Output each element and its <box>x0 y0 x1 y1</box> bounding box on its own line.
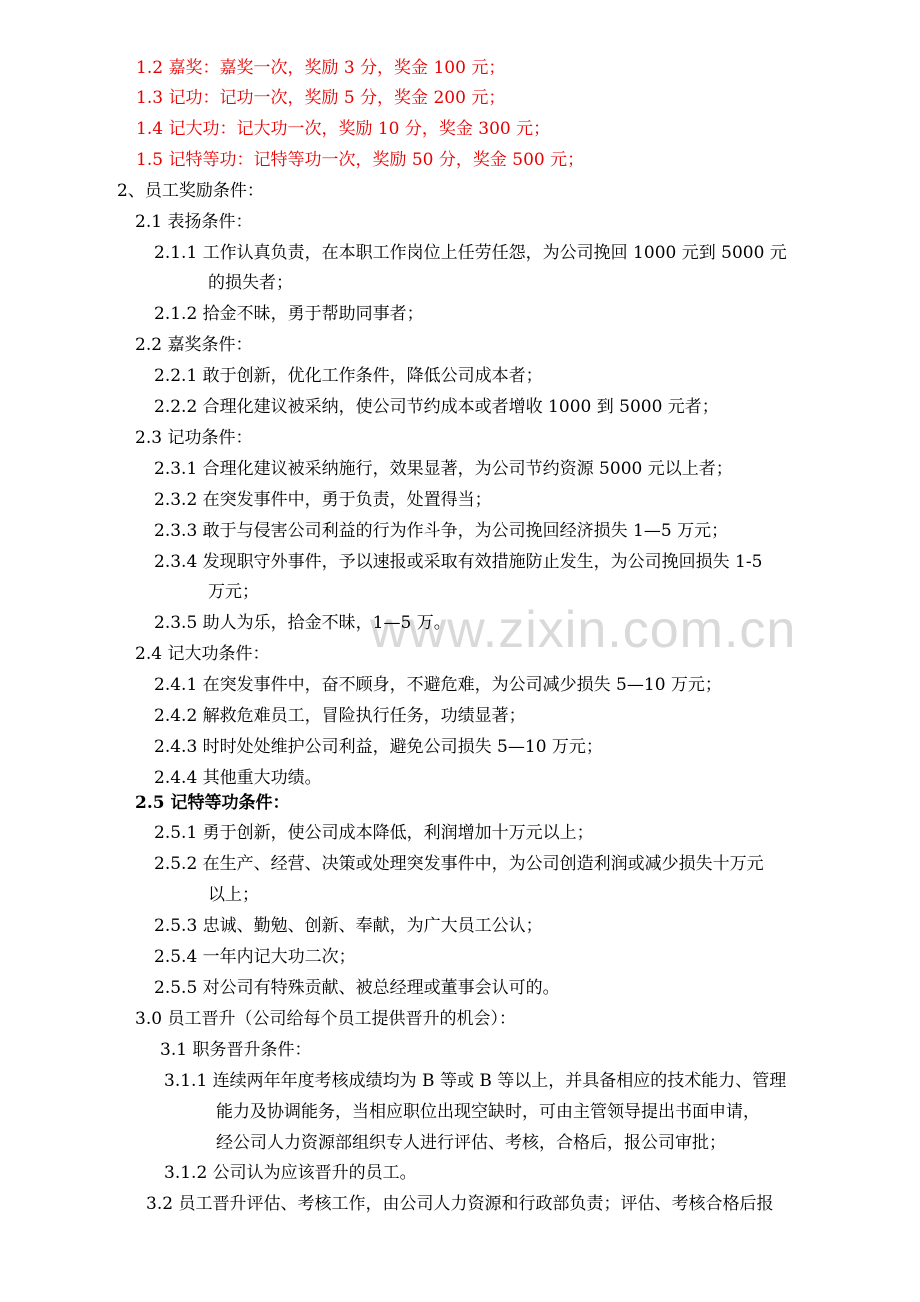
section-2-heading: 2、员工奖励条件： <box>117 181 264 201</box>
item-2-1-1-continued: 的损失者； <box>208 273 293 293</box>
subsection-2-5-heading: 2.5 记特等功条件： <box>135 793 290 813</box>
item-2-5-3: 2.5.3 忠诚、勤勉、创新、奉献，为广大员工公认； <box>154 916 543 936</box>
item-2-5-2: 2.5.2 在生产、经营、决策或处理突发事件中，为公司创造利润或减少损失十万元 <box>154 854 764 874</box>
item-2-5-1: 2.5.1 勇于创新，使公司成本降低，利润增加十万元以上； <box>154 823 594 843</box>
item-2-4-1: 2.4.1 在突发事件中，奋不顾身，不避危难，为公司减少损失 5—10 万元； <box>154 675 722 695</box>
item-2-2-2: 2.2.2 合理化建议被采纳，使公司节约成本或者增收 1000 到 5000 元者； <box>154 397 719 417</box>
watermark-text: www.zixin.com.cn <box>370 601 797 659</box>
item-2-3-5: 2.3.5 助人为乐，拾金不昧，1—5 万。 <box>154 613 451 633</box>
item-3-1-2: 3.1.2 公司认为应该晋升的员工。 <box>164 1163 417 1183</box>
subsection-2-2-heading: 2.2 嘉奖条件： <box>135 335 253 355</box>
item-2-3-3: 2.3.3 敢于与侵害公司利益的行为作斗争，为公司挽回经济损失 1—5 万元； <box>154 521 729 541</box>
item-2-3-1: 2.3.1 合理化建议被采纳施行，效果显著，为公司节约资源 5000 元以上者； <box>154 459 733 479</box>
subsection-3-1-heading: 3.1 职务晋升条件： <box>160 1040 312 1060</box>
reward-1-5-jitedenggong: 1.5 记特等功：记特等功一次，奖励 50 分，奖金 500 元； <box>136 150 585 170</box>
item-2-3-2: 2.3.2 在突发事件中，勇于负责，处置得当； <box>154 490 492 510</box>
item-2-4-4: 2.4.4 其他重大功绩。 <box>154 768 322 788</box>
item-2-5-4: 2.5.4 一年内记大功二次； <box>154 947 356 967</box>
item-2-3-4: 2.3.4 发现职守外事件，予以速报或采取有效措施防止发生，为公司挽回损失 1-5 <box>154 552 763 572</box>
reward-1-2-jiajiang: 1.2 嘉奖：嘉奖一次，奖励 3 分，奖金 100 元； <box>136 58 506 78</box>
item-2-2-1: 2.2.1 敢于创新，优化工作条件，降低公司成本者； <box>154 366 543 386</box>
item-2-5-2-continued: 以上； <box>208 885 259 905</box>
item-2-1-2: 2.1.2 拾金不昧，勇于帮助同事者； <box>154 304 424 324</box>
item-2-3-4-continued: 万元； <box>208 582 259 602</box>
item-2-4-3: 2.4.3 时时处处维护公司利益，避免公司损失 5—10 万元； <box>154 737 603 757</box>
item-2-1-1: 2.1.1 工作认真负责，在本职工作岗位上任劳任怨，为公司挽回 1000 元到 5000 元 <box>154 243 787 263</box>
subsection-2-4-heading: 2.4 记大功条件： <box>135 644 270 664</box>
item-2-5-5: 2.5.5 对公司有特殊贡献、被总经理或董事会认可的。 <box>154 978 560 998</box>
item-3-1-1-continued-2: 经公司人力资源部组织专人进行评估、考核，合格后，报公司审批； <box>216 1133 726 1153</box>
section-3-0-heading: 3.0 员工晋升（公司给每个员工提供晋升的机会）： <box>135 1009 516 1029</box>
subsection-2-3-heading: 2.3 记功条件： <box>135 428 253 448</box>
subsection-2-1-heading: 2.1 表扬条件： <box>135 212 253 232</box>
item-3-1-1-continued-1: 能力及协调能务，当相应职位出现空缺时，可由主管领导提出书面申请， <box>216 1102 760 1122</box>
reward-1-4-jidagong: 1.4 记大功：记大功一次，奖励 10 分，奖金 300 元； <box>136 119 551 139</box>
item-3-2: 3.2 员工晋升评估、考核工作，由公司人力资源和行政部负责；评估、考核合格后报 <box>146 1194 774 1214</box>
item-2-4-2: 2.4.2 解救危难员工，冒险执行任务，功绩显著； <box>154 706 526 726</box>
item-3-1-1: 3.1.1 连续两年年度考核成绩均为 B 等或 B 等以上，并具备相应的技术能力、管理 <box>164 1071 787 1091</box>
reward-1-3-jigong: 1.3 记功：记功一次，奖励 5 分，奖金 200 元； <box>136 88 506 108</box>
